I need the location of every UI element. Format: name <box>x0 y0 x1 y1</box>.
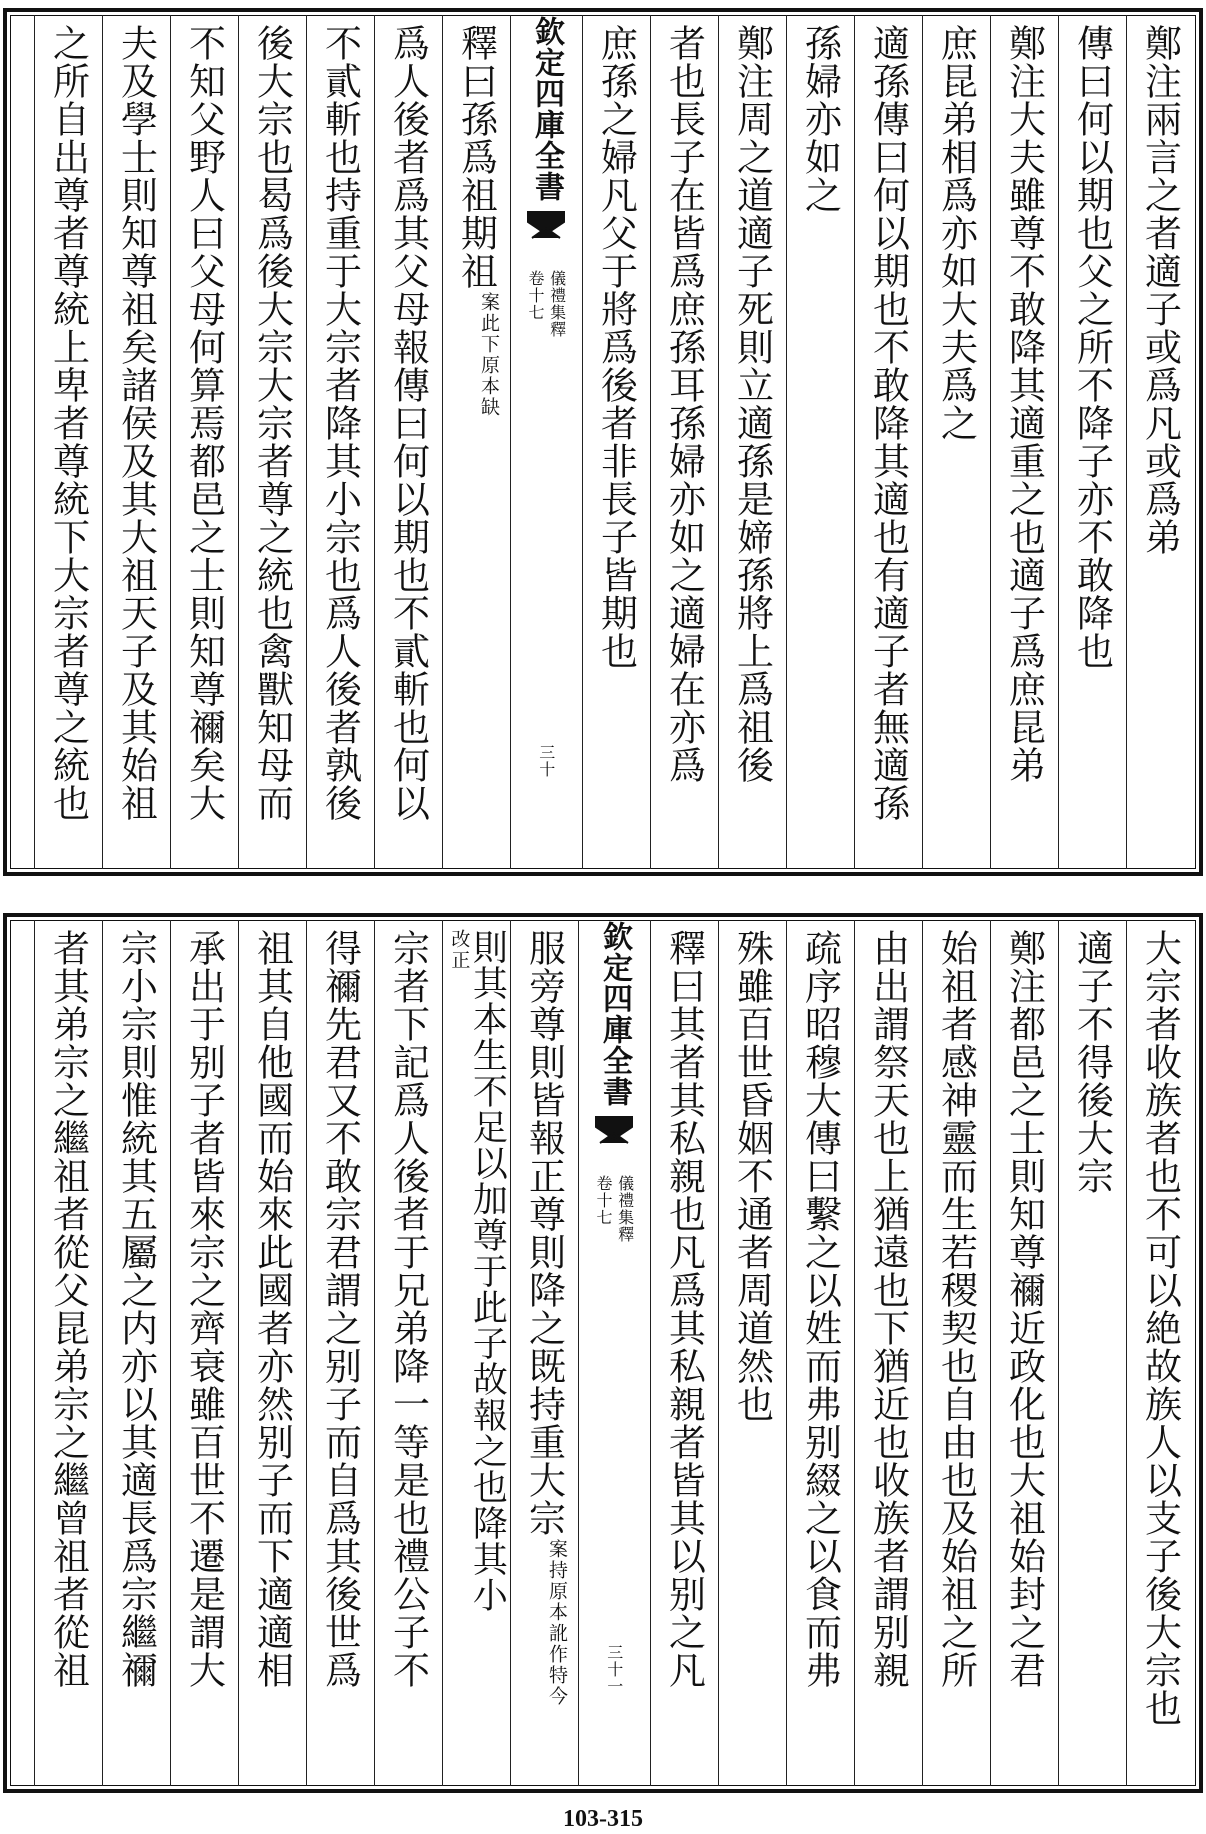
bottom_page-text-column <box>238 929 306 1781</box>
margin-book-title: 儀禮集釋 <box>547 270 567 338</box>
annotation-note: 改正 <box>448 929 471 971</box>
column-text: 祖其自他國而始來此國者亦然别子而下適適相 <box>250 929 294 1689</box>
column-text: 傳曰何以期也父之所不降子亦不敢降也 <box>1070 24 1114 670</box>
margin-page-number: 三十一 <box>604 1644 624 1695</box>
column-text: 庶孫之婦凡父于將爲後者非長子皆期也 <box>594 24 638 670</box>
margin-title: 欽定四庫全書 <box>529 16 564 202</box>
column-divider <box>170 920 171 1786</box>
column-text: 者其弟宗之繼祖者從父昆弟宗之繼曾祖者從祖 <box>46 929 90 1689</box>
bottom_page-text-column <box>1058 929 1126 1781</box>
bottom_page-text-column <box>102 929 170 1781</box>
column-text: 承出于别子者皆來宗之齊衰雖百世不遷是謂大 <box>182 929 226 1689</box>
annotation-note: 案持原本訛作特今 <box>546 1539 568 1707</box>
folio-number: 103-315 <box>563 1806 643 1832</box>
bottom_page-text-column <box>718 929 786 1781</box>
bottom_page-text-column <box>786 929 854 1781</box>
column-divider <box>102 920 103 1786</box>
margin-book-title: 儀禮集釋 <box>615 1175 635 1243</box>
bottom_page-text-column <box>854 929 922 1781</box>
margin-page-number: 三十 <box>536 744 556 778</box>
column-text: 服旁尊則皆報正尊則降之既持重大宗 <box>522 929 566 1537</box>
column-text: 疏序昭穆大傳曰繫之以姓而弗别綴之以食而弗 <box>798 929 842 1689</box>
bottom_page-text-column <box>650 929 718 1781</box>
column-text: 釋曰其者其私親也凡爲其私親者皆其以别之凡 <box>662 929 706 1689</box>
fishtail-mark-icon <box>594 1113 634 1153</box>
column-divider <box>238 920 239 1786</box>
column-text: 庶昆弟相爲亦如大夫爲之 <box>934 24 978 442</box>
bottom_page-text-column <box>922 929 990 1781</box>
column-text: 宗小宗則惟統其五屬之内亦以其適長爲宗繼禰 <box>114 929 158 1689</box>
column-text: 不知父野人曰父母何算焉都邑之士則知尊禰矣大 <box>182 24 226 822</box>
column-text: 宗者下記爲人後者于兄弟降一等是也禮公子不 <box>386 929 430 1689</box>
column-divider <box>922 920 923 1786</box>
bottom_page-text-column <box>170 929 238 1781</box>
column-text: 由出謂祭天也上猶遠也下猶近也收族者謂别親 <box>866 929 910 1689</box>
column-text: 鄭注兩言之者適子或爲凡或爲弟 <box>1138 24 1182 556</box>
bottom_page-text-column <box>990 929 1058 1781</box>
column-text: 者也長子在皆爲庶孫耳孫婦亦如之適婦在亦爲 <box>662 24 706 784</box>
column-text: 爲人後者爲其父母報傳曰何以期也不貳斬也何以 <box>386 24 430 822</box>
annotation-note: 案此下原本缺 <box>478 292 500 418</box>
column-text: 不貳斬也持重于大宗者降其小宗也爲人後者孰後 <box>318 24 362 822</box>
column-text: 適孫傳曰何以期也不敢降其適也有適子者無適孫 <box>866 24 910 822</box>
bottom_page-text-column <box>34 929 102 1781</box>
margin-title: 欽定四庫全書 <box>597 921 632 1107</box>
column-divider <box>34 920 35 1786</box>
column-divider <box>1126 920 1127 1786</box>
column-divider <box>442 920 443 1786</box>
bottom_page-margin-column <box>578 921 650 1785</box>
column-text: 得禰先君又不敢宗君謂之别子而自爲其後世爲 <box>318 929 362 1689</box>
column-divider <box>854 920 855 1786</box>
column-divider <box>306 920 307 1786</box>
column-text: 孫婦亦如之 <box>798 24 842 214</box>
margin-divider <box>578 920 579 1786</box>
column-text: 大宗者收族者也不可以絶故族人以支子後大宗也 <box>1138 929 1182 1727</box>
column-text: 始祖者感神靈而生若稷契也自由也及始祖之所 <box>934 929 978 1689</box>
column-divider <box>990 920 991 1786</box>
bottom_page-text-column <box>306 929 374 1781</box>
margin-volume: 卷十七 <box>526 270 545 321</box>
bottom_page-text-column <box>442 929 510 1781</box>
column-text: 鄭注都邑之士則知尊禰近政化也大祖始封之君 <box>1002 929 1046 1689</box>
column-text: 則其本生不足以加尊于此子故報之也降其小 <box>467 929 508 1613</box>
column-divider <box>718 920 719 1786</box>
column-text: 之所自出尊者尊統上卑者尊統下大宗者尊之統也 <box>46 24 90 822</box>
bottom_page-text-column <box>1126 929 1194 1781</box>
column-text: 夫及學士則知尊祖矣諸侯及其大祖天子及其始祖 <box>114 24 158 822</box>
bottom_page-text-column <box>510 929 578 1781</box>
column-text: 後大宗也曷爲後大宗大宗者尊之統也禽獸知母而 <box>250 24 294 822</box>
column-divider <box>374 920 375 1786</box>
column-divider <box>786 920 787 1786</box>
column-divider <box>510 920 511 1786</box>
margin-volume: 卷十七 <box>594 1175 613 1226</box>
column-text: 適子不得後大宗 <box>1070 929 1114 1195</box>
column-text: 釋曰孫爲祖期祖 <box>454 24 498 290</box>
column-text: 鄭注周之道適子死則立適孫是媂孫將上爲祖後 <box>730 24 774 784</box>
column-text: 鄭注大夫雖尊不敢降其適重之也適子爲庶昆弟 <box>1002 24 1046 784</box>
margin-divider <box>650 920 651 1786</box>
bottom_page-text-column <box>374 929 442 1781</box>
column-text: 殊雖百世昏姻不通者周道然也 <box>730 929 774 1423</box>
column-divider <box>1058 920 1059 1786</box>
